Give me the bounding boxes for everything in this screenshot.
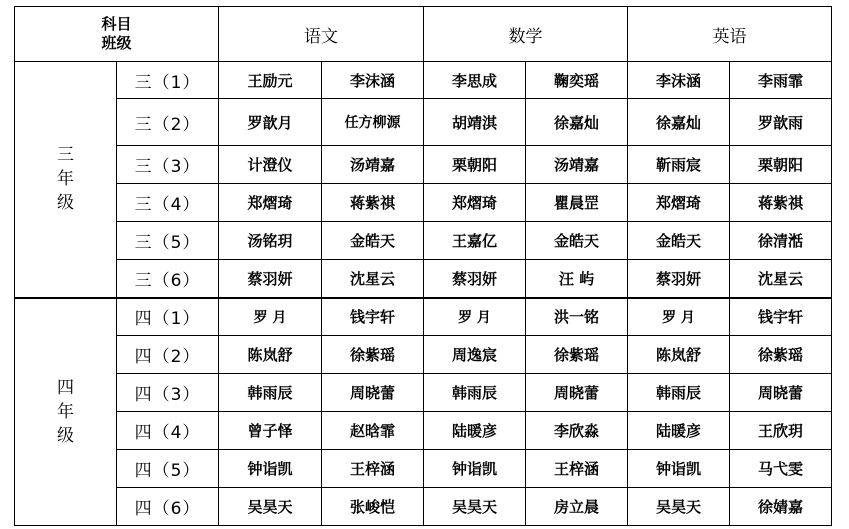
student-name-cell: 徐嘉灿 [526,99,628,146]
student-name-cell: 钟诣凯 [219,450,322,488]
class-row [15,336,832,374]
grade-label-cell [15,298,117,526]
subject-header-chinese: 语文 [219,7,424,62]
student-name-cell: 曾子怿 [219,412,322,450]
student-name-cell: 蔡羽妍 [219,260,322,298]
class-name-cell: 三（5） [117,222,219,260]
student-name-cell: 吴昊天 [628,488,730,526]
student-name-cell: 蒋紫祺 [730,184,832,222]
class-row [15,146,832,184]
student-name-cell: 罗 月 [219,298,322,336]
student-name-cell: 王欣玥 [730,412,832,450]
student-name-cell: 汪 屿 [526,260,628,298]
header-row [15,7,832,62]
student-name-cell: 沈星云 [322,260,424,298]
student-name-cell: 李沫涵 [322,62,424,99]
student-name-cell: 汤靖嘉 [526,146,628,184]
class-row [15,260,832,298]
student-name-cell: 陆暖彦 [628,412,730,450]
student-name-cell: 李欣淼 [526,412,628,450]
class-name-cell: 三（6） [117,260,219,298]
class-row [15,374,832,412]
student-name-cell: 王嘉亿 [424,222,526,260]
student-name-cell: 郑熠琦 [424,184,526,222]
student-name-cell: 韩雨辰 [628,374,730,412]
class-row [15,298,832,336]
student-name-cell: 瞿晨罡 [526,184,628,222]
student-name-cell: 徐清湉 [730,222,832,260]
class-name-cell: 三（4） [117,184,219,222]
student-name-cell: 任方柳源 [322,99,424,146]
award-table-container [14,6,832,526]
student-name-cell: 郑熠琦 [219,184,322,222]
class-name-cell: 四（2） [117,336,219,374]
student-name-cell: 钟诣凯 [628,450,730,488]
student-name-cell: 罗 月 [424,298,526,336]
grade-label: 四年级 [57,377,74,446]
student-name-cell: 钱宇轩 [730,298,832,336]
student-name-cell: 蔡羽妍 [628,260,730,298]
student-name-cell: 徐嘉灿 [628,99,730,146]
class-name-cell: 三（2） [117,99,219,146]
student-name-cell: 洪一铭 [526,298,628,336]
student-name-cell: 罗歆月 [219,99,322,146]
student-name-cell: 蒋紫祺 [322,184,424,222]
class-name-cell: 四（5） [117,450,219,488]
grade-label: 三年级 [57,145,74,214]
class-name-cell: 三（1） [117,62,219,99]
student-name-cell: 马弋雯 [730,450,832,488]
student-name-cell: 王梓涵 [526,450,628,488]
corner-class-label: 班级 [101,34,132,52]
student-name-cell: 徐紫瑶 [526,336,628,374]
student-name-cell: 胡靖淇 [424,99,526,146]
student-name-cell: 吴昊天 [424,488,526,526]
student-name-cell: 郑熠琦 [628,184,730,222]
grade-label-cell [15,62,117,298]
student-name-cell: 李思成 [424,62,526,99]
student-name-cell: 李雨霏 [730,62,832,99]
class-name-cell: 四（1） [117,298,219,336]
student-name-cell: 周晓蕾 [322,374,424,412]
corner-cell [15,7,219,62]
student-name-cell: 周晓蕾 [730,374,832,412]
student-name-cell: 金皓天 [628,222,730,260]
student-name-cell: 钟诣凯 [424,450,526,488]
student-name-cell: 徐婧嘉 [730,488,832,526]
student-name-cell: 计澄仪 [219,146,322,184]
student-name-cell: 罗 月 [628,298,730,336]
student-name-cell: 吴昊天 [219,488,322,526]
student-name-cell: 徐紫瑶 [322,336,424,374]
subject-header-english: 英语 [628,7,832,62]
class-row [15,488,832,526]
class-row [15,99,832,146]
student-name-cell: 蔡羽妍 [424,260,526,298]
student-name-cell: 栗朝阳 [424,146,526,184]
student-name-cell: 张峻恺 [322,488,424,526]
student-name-cell: 房立晨 [526,488,628,526]
student-name-cell: 钱宇轩 [322,298,424,336]
class-name-cell: 三（3） [117,146,219,184]
class-row [15,450,832,488]
student-name-cell: 汤靖嘉 [322,146,424,184]
corner-subject-label: 科目 [101,15,132,33]
student-name-cell: 鞠奕瑶 [526,62,628,99]
class-row [15,62,832,99]
student-name-cell: 王梓涵 [322,450,424,488]
class-row [15,184,832,222]
student-name-cell: 栗朝阳 [730,146,832,184]
student-name-cell: 徐紫瑶 [730,336,832,374]
student-name-cell: 汤铭玥 [219,222,322,260]
class-name-cell: 四（6） [117,488,219,526]
student-name-cell: 王励元 [219,62,322,99]
class-row [15,412,832,450]
student-name-cell: 赵晗霏 [322,412,424,450]
student-name-cell: 韩雨辰 [219,374,322,412]
subject-header-math: 数学 [424,7,628,62]
student-name-cell: 罗歆雨 [730,99,832,146]
student-name-cell: 金皓天 [526,222,628,260]
student-name-cell: 靳雨宸 [628,146,730,184]
student-name-cell: 陈岚舒 [628,336,730,374]
student-name-cell: 沈星云 [730,260,832,298]
student-name-cell: 周晓蕾 [526,374,628,412]
student-name-cell: 李沫涵 [628,62,730,99]
student-name-cell: 陆暖彦 [424,412,526,450]
student-name-cell: 周逸宸 [424,336,526,374]
class-row [15,222,832,260]
student-name-cell: 陈岚舒 [219,336,322,374]
award-table [14,6,832,526]
class-name-cell: 四（3） [117,374,219,412]
class-name-cell: 四（4） [117,412,219,450]
student-name-cell: 韩雨辰 [424,374,526,412]
student-name-cell: 金皓天 [322,222,424,260]
